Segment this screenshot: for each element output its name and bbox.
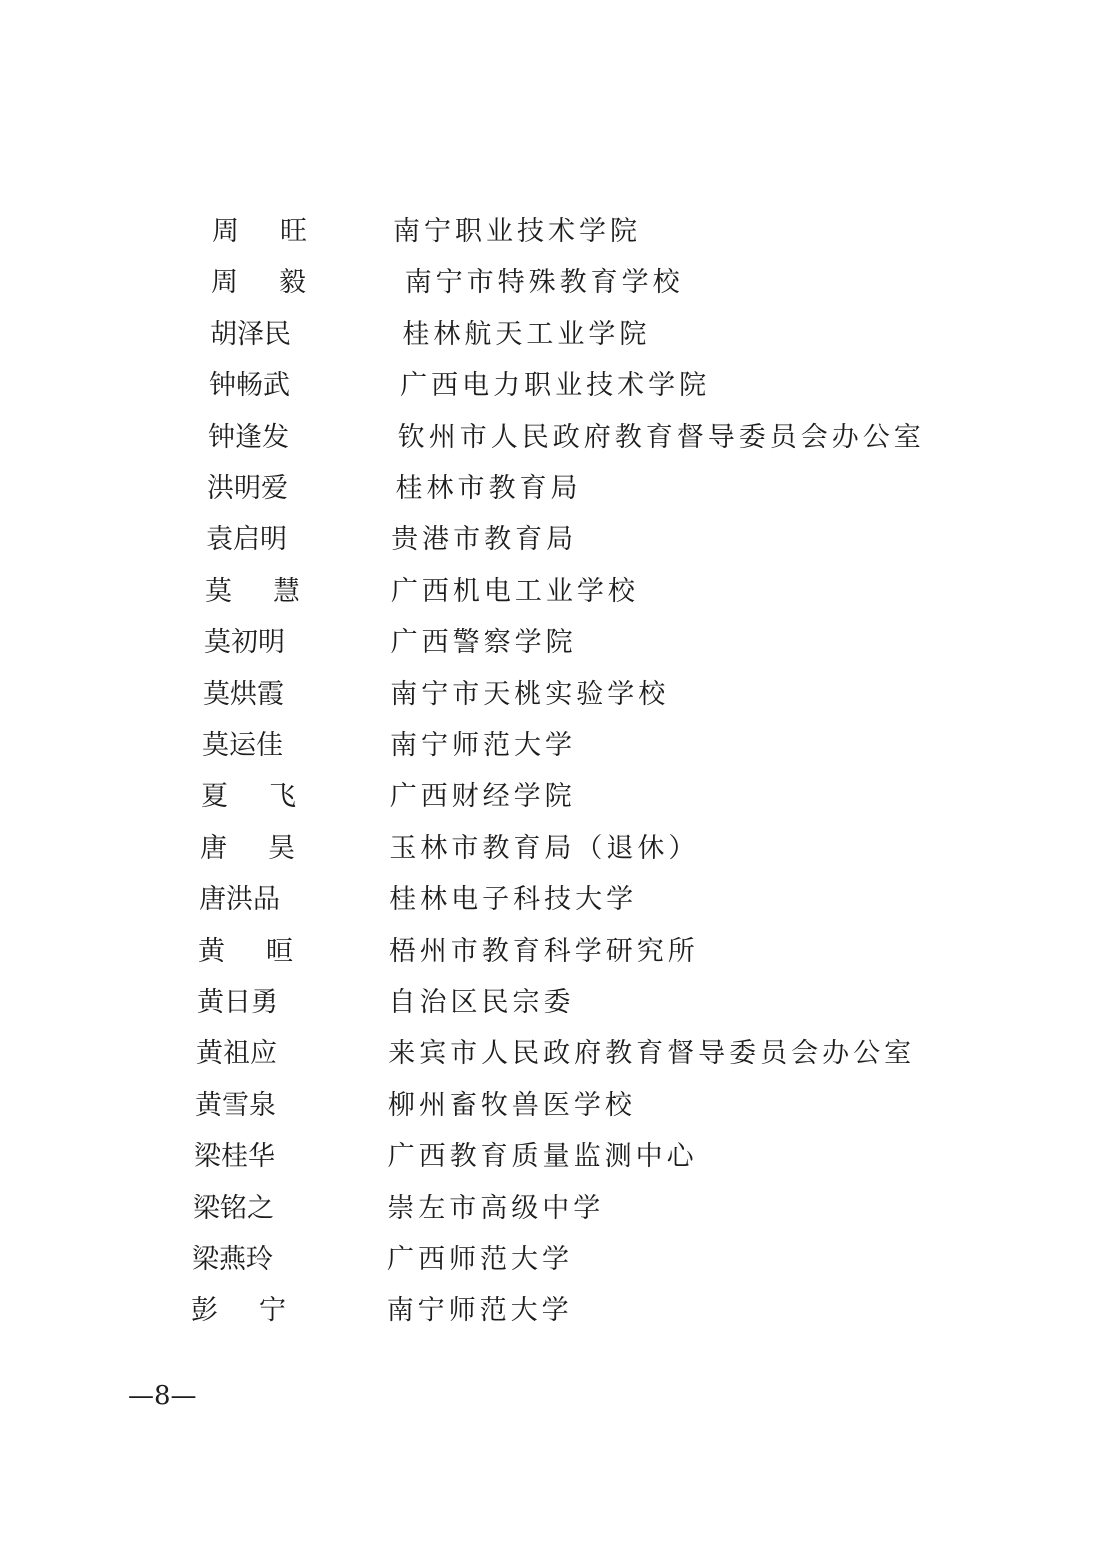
member-organization: 梧州市教育科学研究所	[388, 935, 699, 967]
list-item	[0, 520, 1102, 560]
member-organization: 崇左市高级中学	[387, 1192, 605, 1224]
member-organization: 南宁师范大学	[390, 730, 576, 761]
list-item	[0, 726, 1102, 766]
member-name: 莫运佳	[202, 730, 283, 761]
list-item	[0, 1189, 1102, 1229]
member-organization: 柳州畜牧兽医学校	[387, 1089, 636, 1121]
member-name: 莫初明	[204, 627, 285, 659]
list-item	[0, 777, 1102, 817]
member-organization: 桂林电子科技大学	[389, 884, 638, 916]
member-name: 梁燕玲	[192, 1244, 273, 1275]
page-number: —8—	[128, 1381, 197, 1411]
member-name: 黄 晅	[198, 935, 293, 967]
member-organization: 桂林航天工业学院	[402, 318, 651, 350]
list-item	[0, 1291, 1102, 1331]
member-name: 黄祖应	[196, 1038, 277, 1070]
member-name: 梁桂华	[194, 1141, 275, 1173]
member-name: 胡泽民	[210, 318, 291, 350]
list-item	[0, 1240, 1102, 1280]
member-organization: 南宁市天桃实验学校	[390, 678, 670, 710]
member-name: 黄雪泉	[195, 1089, 276, 1121]
list-item	[0, 212, 1102, 252]
list-item	[0, 829, 1102, 869]
list-item	[0, 1086, 1102, 1126]
member-organization: 广西警察学院	[390, 627, 577, 659]
member-name: 袁启明	[206, 524, 287, 556]
member-organization: 广西机电工业学校	[390, 575, 639, 607]
member-name: 钟畅武	[209, 370, 290, 402]
member-organization: 桂林市教育局	[395, 473, 582, 504]
member-name: 黄日勇	[197, 987, 278, 1018]
list-item	[0, 932, 1102, 972]
member-organization: 贵港市教育局	[391, 524, 578, 556]
member-name: 梁铭之	[193, 1192, 274, 1224]
member-name: 夏 飞	[201, 781, 296, 813]
member-organization: 来宾市人民政府教育督导委员会办公室	[388, 1038, 916, 1070]
member-organization: 钦州市人民政府教育督导委员会办公室	[397, 421, 925, 453]
member-name: 周 毅	[211, 267, 306, 299]
list-item	[0, 1034, 1102, 1074]
list-item	[0, 366, 1102, 406]
member-name: 周 旺	[212, 216, 307, 247]
member-organization: 广西财经学院	[389, 781, 576, 813]
list-item	[0, 983, 1102, 1023]
member-name: 莫烘霞	[203, 678, 284, 710]
member-organization: 南宁职业技术学院	[393, 216, 641, 247]
member-name: 洪明爱	[207, 473, 288, 504]
member-name: 莫 慧	[205, 575, 300, 607]
member-organization: 广西教育质量监测中心	[387, 1141, 698, 1173]
member-organization: 广西电力职业技术学院	[400, 370, 711, 402]
list-item	[0, 469, 1102, 509]
list-item	[0, 880, 1102, 920]
member-organization: 自治区民宗委	[388, 987, 575, 1018]
member-name: 钟逢发	[208, 421, 289, 453]
list-item	[0, 418, 1102, 458]
member-name: 唐 昊	[200, 832, 295, 864]
list-item	[0, 315, 1102, 355]
member-name: 彭 宁	[191, 1295, 286, 1327]
member-organization: 广西师范大学	[387, 1244, 573, 1275]
list-item	[0, 1137, 1102, 1177]
member-organization: 南宁师范大学	[386, 1295, 573, 1327]
list-item	[0, 623, 1102, 663]
member-organization: 南宁市特殊教育学校	[404, 267, 684, 299]
list-item	[0, 263, 1102, 303]
member-name: 唐洪品	[199, 884, 280, 916]
list-item	[0, 675, 1102, 715]
member-organization: 玉林市教育局（退休）	[389, 832, 700, 864]
list-item	[0, 572, 1102, 612]
